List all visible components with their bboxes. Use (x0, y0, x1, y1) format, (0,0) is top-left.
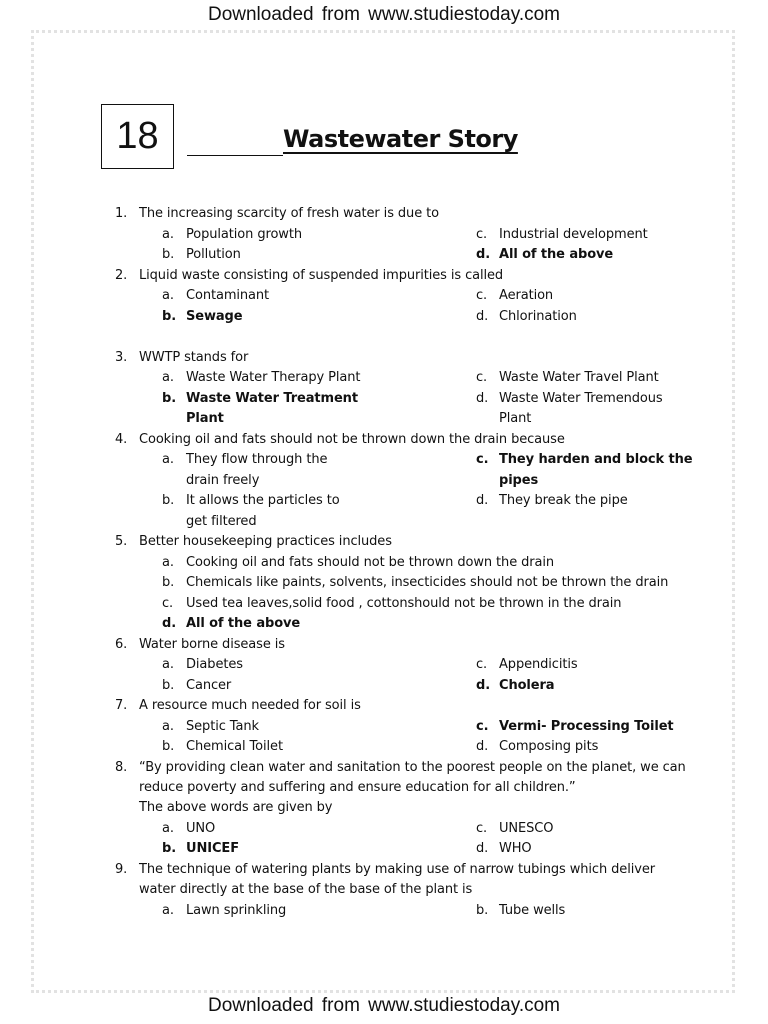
chapter-number-box: 18 (101, 104, 174, 169)
option-letter: c. (476, 821, 488, 836)
question-number: 1. (115, 206, 128, 221)
option-text: Aeration (499, 288, 554, 303)
option-text: Cooking oil and fats should not be thrown down the drain (186, 555, 555, 570)
option-letter: d. (476, 309, 489, 324)
option-letter: b. (162, 247, 175, 262)
question-text: A resource much needed for soil is (139, 698, 361, 713)
option-letter: d. (476, 841, 489, 856)
option-text: Waste Water Tremendous (499, 391, 663, 406)
option-letter-answer: d. (162, 616, 177, 631)
option-text: Chlorination (499, 309, 577, 324)
option-letter: b. (162, 575, 175, 590)
option-text: Cancer (186, 678, 232, 693)
question-text: WWTP stands for (139, 350, 249, 365)
question-number: 7. (115, 698, 128, 713)
option-letter: c. (476, 370, 488, 385)
download-banner-top: Downloaded from www.studiestoday.com (207, 4, 561, 25)
option-text-answer: All of the above (499, 247, 614, 262)
question-text: Better housekeeping practices includes (139, 534, 392, 549)
option-text: Waste Water Therapy Plant (186, 370, 361, 385)
option-letter-answer: d. (476, 678, 491, 693)
question-text-cont: water directly at the base of the base of the plant is (139, 882, 473, 897)
option-letter: b. (162, 739, 175, 754)
option-letter: a. (162, 719, 174, 734)
option-text-answer: Cholera (499, 678, 555, 693)
option-text: Industrial development (499, 227, 648, 242)
option-text-answer: Sewage (186, 309, 243, 324)
question-text: The increasing scarcity of fresh water is due to (139, 206, 439, 221)
option-letter-answer: c. (476, 452, 489, 467)
question-number: 3. (115, 350, 128, 365)
option-text: Septic Tank (186, 719, 259, 734)
option-text-answer: UNICEF (186, 841, 239, 856)
option-letter: a. (162, 657, 174, 672)
title-underline-rule (187, 155, 283, 156)
question-text: Cooking oil and fats should not be thrown down the drain because (139, 432, 565, 447)
option-text: UNO (186, 821, 216, 836)
option-text-cont: Plant (499, 411, 532, 426)
question-text-cont: The above words are given by (139, 800, 333, 815)
option-letter: b. (162, 678, 175, 693)
option-text: Used tea leaves,solid food , cottonshould not be thrown in the drain (186, 596, 622, 611)
question-number: 4. (115, 432, 128, 447)
option-letter: c. (476, 657, 488, 672)
option-letter: a. (162, 555, 174, 570)
option-text: Chemicals like paints, solvents, insecticides should not be thrown the drain (186, 575, 669, 590)
page-frame (31, 30, 735, 993)
option-text-cont: drain freely (186, 473, 260, 488)
option-letter: a. (162, 370, 174, 385)
option-letter: c. (162, 596, 174, 611)
option-text: Diabetes (186, 657, 243, 672)
option-letter: c. (476, 227, 488, 242)
option-letter: d. (476, 391, 489, 406)
option-text: Lawn sprinkling (186, 903, 287, 918)
question-number: 5. (115, 534, 128, 549)
question-number: 8. (115, 760, 128, 775)
option-text: Tube wells (499, 903, 566, 918)
question-text: “By providing clean water and sanitation to the poorest people on the planet, we can (139, 760, 686, 775)
question-number: 9. (115, 862, 128, 877)
option-text: They flow through the (186, 452, 328, 467)
option-text-answer: All of the above (186, 616, 301, 631)
option-letter-answer: b. (162, 309, 177, 324)
option-letter-answer: b. (162, 841, 177, 856)
option-letter: a. (162, 903, 174, 918)
question-text: The technique of watering plants by making use of narrow tubings which deliver (139, 862, 655, 877)
question-text-cont: reduce poverty and suffering and ensure education for all children.” (139, 780, 576, 795)
option-letter-answer: c. (476, 719, 489, 734)
option-letter: a. (162, 821, 174, 836)
option-letter-answer: b. (162, 391, 177, 406)
option-letter: d. (476, 739, 489, 754)
option-text: They break the pipe (499, 493, 628, 508)
option-text: It allows the particles to (186, 493, 340, 508)
download-banner-bottom: Downloaded from www.studiestoday.com (207, 995, 561, 1016)
option-letter: a. (162, 452, 174, 467)
option-text: Pollution (186, 247, 241, 262)
option-text: Appendicitis (499, 657, 578, 672)
option-letter-answer: d. (476, 247, 491, 262)
option-text: WHO (499, 841, 532, 856)
option-text: Contaminant (186, 288, 270, 303)
question-text: Water borne disease is (139, 637, 285, 652)
option-letter: a. (162, 227, 174, 242)
option-letter: a. (162, 288, 174, 303)
option-text-answer: Waste Water Treatment (186, 391, 358, 406)
option-text: UNESCO (499, 821, 554, 836)
option-letter: d. (476, 493, 489, 508)
option-letter: b. (162, 493, 175, 508)
chapter-title: Wastewater Story (283, 125, 518, 153)
option-letter: c. (476, 288, 488, 303)
question-number: 2. (115, 268, 128, 283)
option-text-answer: They harden and block the (499, 452, 693, 467)
option-text: Population growth (186, 227, 302, 242)
option-text: Composing pits (499, 739, 599, 754)
option-text-answer-cont: pipes (499, 473, 539, 488)
option-text: Chemical Toilet (186, 739, 283, 754)
option-text: Waste Water Travel Plant (499, 370, 659, 385)
option-text-cont: get filtered (186, 514, 257, 529)
question-number: 6. (115, 637, 128, 652)
question-text: Liquid waste consisting of suspended impurities is called (139, 268, 504, 283)
option-letter: b. (476, 903, 489, 918)
option-text-answer: Vermi- Processing Toilet (499, 719, 674, 734)
option-text-answer-cont: Plant (186, 411, 224, 426)
